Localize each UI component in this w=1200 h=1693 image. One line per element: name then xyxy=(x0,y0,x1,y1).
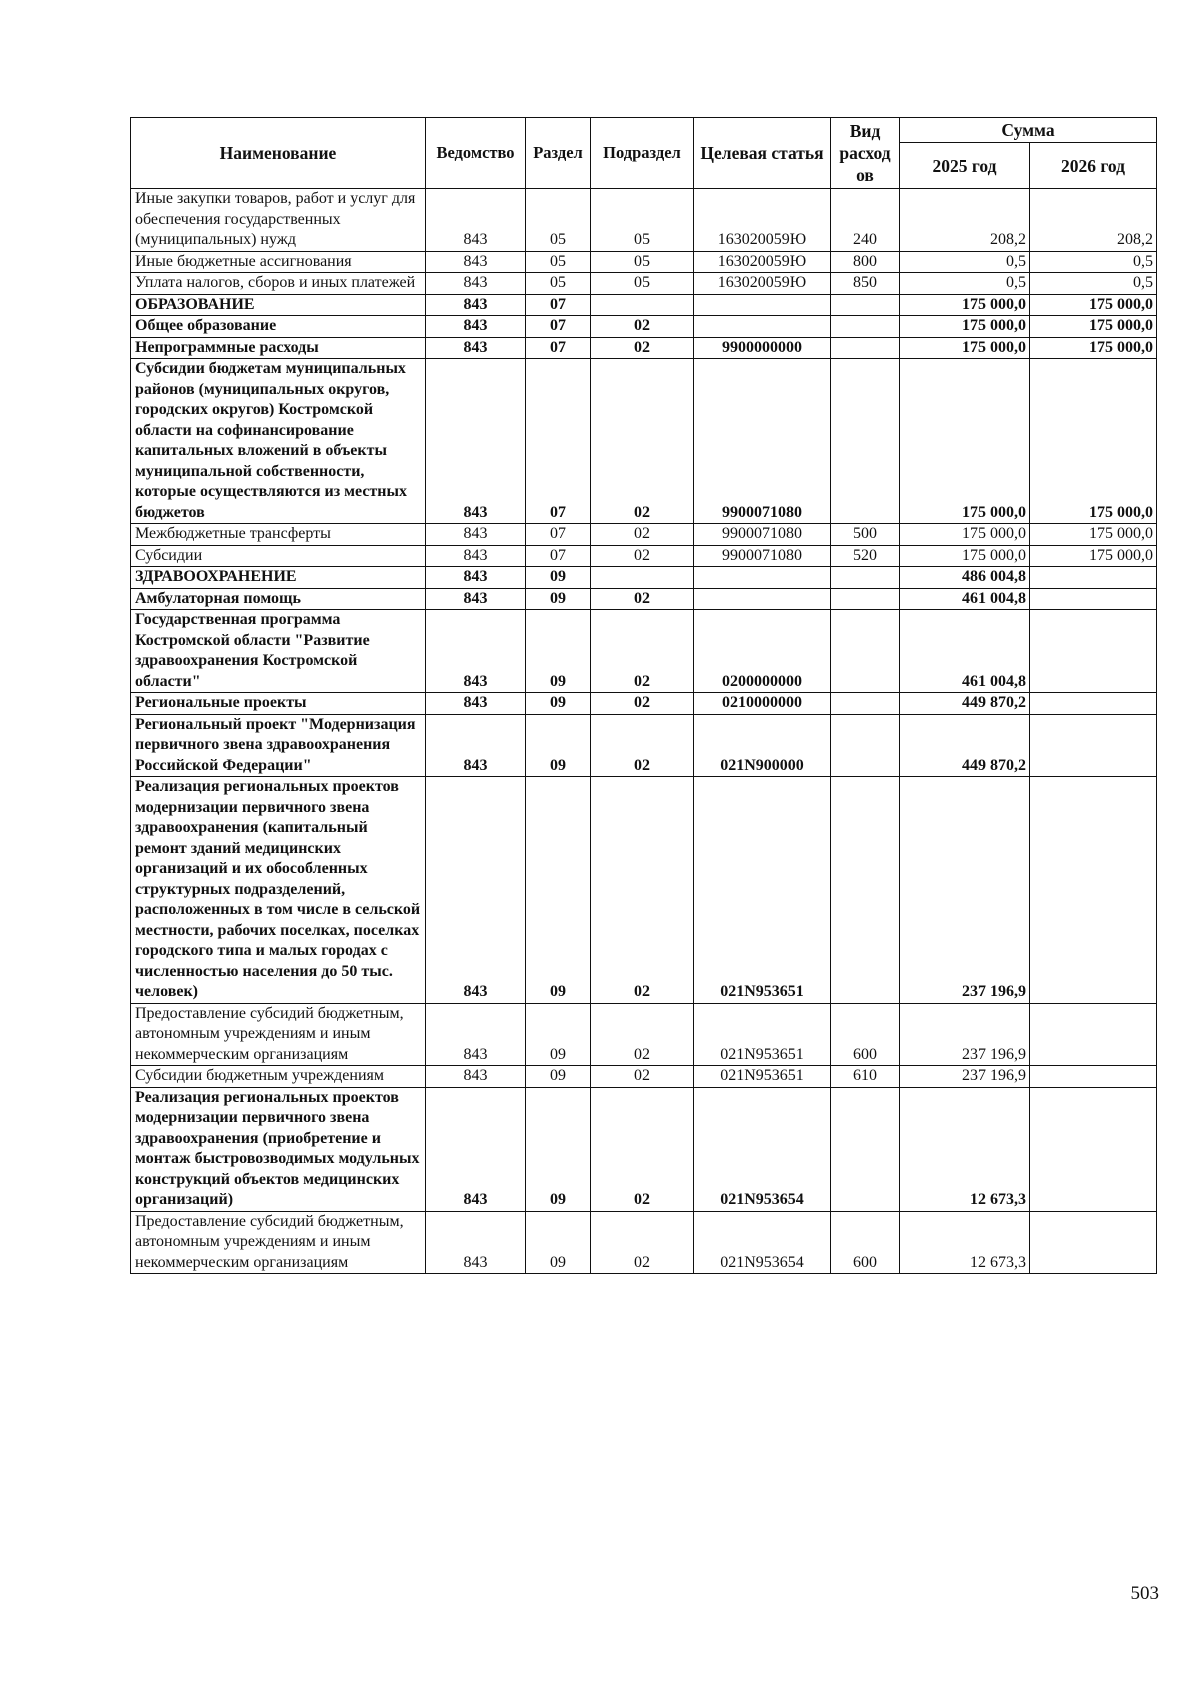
cell-department: 843 xyxy=(426,588,526,610)
cell-name: Межбюджетные трансферты xyxy=(131,524,426,546)
cell-sum-2025: 461 004,8 xyxy=(900,610,1030,693)
cell-department: 843 xyxy=(426,567,526,589)
cell-department: 843 xyxy=(426,294,526,316)
cell-sum-2026: 175 000,0 xyxy=(1030,294,1157,316)
table-row xyxy=(131,1211,1157,1274)
cell-sum-2026 xyxy=(1030,777,1157,1004)
cell-sum-2025: 175 000,0 xyxy=(900,294,1030,316)
cell-expense-type: 850 xyxy=(831,273,900,295)
cell-sum-2026: 175 000,0 xyxy=(1030,316,1157,338)
cell-section: 05 xyxy=(526,273,591,295)
table-row xyxy=(131,189,1157,252)
cell-target-article: 9900000000 xyxy=(694,337,831,359)
cell-expense-type xyxy=(831,337,900,359)
cell-expense-type xyxy=(831,693,900,715)
cell-subsection xyxy=(591,567,694,589)
cell-section: 07 xyxy=(526,337,591,359)
cell-name: Амбулаторная помощь xyxy=(131,588,426,610)
cell-section: 09 xyxy=(526,714,591,777)
table-body xyxy=(131,189,1157,1274)
cell-target-article: 163020059Ю xyxy=(694,273,831,295)
cell-sum-2026: 208,2 xyxy=(1030,189,1157,252)
header-expense-type: Вид расход ов xyxy=(831,118,900,189)
cell-target-article: 021N953651 xyxy=(694,1066,831,1088)
cell-expense-type: 610 xyxy=(831,1066,900,1088)
cell-name: Региональный проект "Модернизация первичного звена здравоохранения Российской Федерации" xyxy=(131,714,426,777)
cell-sum-2025: 237 196,9 xyxy=(900,777,1030,1004)
cell-subsection: 02 xyxy=(591,610,694,693)
cell-target-article xyxy=(694,567,831,589)
cell-name: Реализация региональных проектов модернизации первичного звена здравоохранения (приобретение и монтаж быстровозводимых модульных конструкций объектов медицинских организаций) xyxy=(131,1087,426,1211)
cell-target-article: 021N953654 xyxy=(694,1087,831,1211)
cell-department: 843 xyxy=(426,1003,526,1066)
cell-department: 843 xyxy=(426,1066,526,1088)
cell-expense-type xyxy=(831,1087,900,1211)
cell-target-article xyxy=(694,316,831,338)
cell-department: 843 xyxy=(426,359,526,524)
cell-department: 843 xyxy=(426,251,526,273)
cell-sum-2025: 486 004,8 xyxy=(900,567,1030,589)
cell-sum-2025: 0,5 xyxy=(900,273,1030,295)
cell-subsection: 02 xyxy=(591,693,694,715)
cell-sum-2025: 461 004,8 xyxy=(900,588,1030,610)
cell-subsection: 02 xyxy=(591,524,694,546)
cell-sum-2026: 175 000,0 xyxy=(1030,545,1157,567)
cell-department: 843 xyxy=(426,1087,526,1211)
cell-sum-2026 xyxy=(1030,1211,1157,1274)
cell-expense-type: 240 xyxy=(831,189,900,252)
cell-expense-type: 500 xyxy=(831,524,900,546)
cell-sum-2026 xyxy=(1030,610,1157,693)
cell-expense-type xyxy=(831,359,900,524)
cell-name: Реализация региональных проектов модернизации первичного звена здравоохранения (капитальный ремонт зданий медицинских организаций и их обособленных структурных подразделений, расположенных в том числе в сельской местности, рабочих поселках, поселках городского типа и малых городах с численностью населения до 50 тыс. человек) xyxy=(131,777,426,1004)
cell-sum-2025: 237 196,9 xyxy=(900,1003,1030,1066)
cell-subsection: 05 xyxy=(591,189,694,252)
cell-target-article: 0200000000 xyxy=(694,610,831,693)
cell-name: Субсидии бюджетам муниципальных районов (муниципальных округов, городских округов) Костромской области на софинансирование капитальных вложений в объекты муниципальной собственности, которые осуществляются из местных бюджетов xyxy=(131,359,426,524)
header-name: Наименование xyxy=(131,118,426,189)
cell-sum-2025: 449 870,2 xyxy=(900,714,1030,777)
cell-name: Предоставление субсидий бюджетным, автономным учреждениям и иным некоммерческим организациям xyxy=(131,1211,426,1274)
cell-name: Общее образование xyxy=(131,316,426,338)
cell-sum-2026 xyxy=(1030,714,1157,777)
table-row xyxy=(131,359,1157,524)
cell-sum-2026 xyxy=(1030,1003,1157,1066)
cell-subsection: 02 xyxy=(591,359,694,524)
table-row xyxy=(131,610,1157,693)
cell-sum-2025: 175 000,0 xyxy=(900,337,1030,359)
cell-name: Субсидии бюджетным учреждениям xyxy=(131,1066,426,1088)
cell-subsection: 02 xyxy=(591,714,694,777)
cell-sum-2026: 0,5 xyxy=(1030,251,1157,273)
cell-subsection: 02 xyxy=(591,316,694,338)
cell-sum-2025: 12 673,3 xyxy=(900,1087,1030,1211)
cell-target-article: 021N953651 xyxy=(694,1003,831,1066)
cell-sum-2025: 175 000,0 xyxy=(900,316,1030,338)
cell-section: 09 xyxy=(526,1211,591,1274)
cell-expense-type xyxy=(831,714,900,777)
cell-section: 09 xyxy=(526,1066,591,1088)
cell-section: 07 xyxy=(526,545,591,567)
table-row xyxy=(131,693,1157,715)
cell-name: Региональные проекты xyxy=(131,693,426,715)
cell-name: Предоставление субсидий бюджетным, автономным учреждениям и иным некоммерческим организациям xyxy=(131,1003,426,1066)
cell-expense-type: 520 xyxy=(831,545,900,567)
cell-department: 843 xyxy=(426,693,526,715)
cell-target-article: 021N900000 xyxy=(694,714,831,777)
cell-subsection: 02 xyxy=(591,588,694,610)
cell-target-article xyxy=(694,294,831,316)
cell-department: 843 xyxy=(426,714,526,777)
cell-subsection: 02 xyxy=(591,337,694,359)
cell-section: 09 xyxy=(526,1087,591,1211)
cell-subsection: 05 xyxy=(591,251,694,273)
table-row xyxy=(131,316,1157,338)
header-section: Раздел xyxy=(526,118,591,189)
cell-sum-2025: 12 673,3 xyxy=(900,1211,1030,1274)
cell-name: ЗДРАВООХРАНЕНИЕ xyxy=(131,567,426,589)
table-row xyxy=(131,1087,1157,1211)
cell-department: 843 xyxy=(426,189,526,252)
cell-sum-2026 xyxy=(1030,567,1157,589)
cell-department: 843 xyxy=(426,524,526,546)
cell-section: 09 xyxy=(526,610,591,693)
cell-section: 09 xyxy=(526,588,591,610)
header-subsection: Подраздел xyxy=(591,118,694,189)
cell-subsection xyxy=(591,294,694,316)
cell-section: 07 xyxy=(526,294,591,316)
cell-sum-2025: 0,5 xyxy=(900,251,1030,273)
table-row xyxy=(131,567,1157,589)
cell-name: Государственная программа Костромской области "Развитие здравоохранения Костромской области" xyxy=(131,610,426,693)
cell-name: Субсидии xyxy=(131,545,426,567)
cell-section: 07 xyxy=(526,359,591,524)
cell-target-article: 021N953651 xyxy=(694,777,831,1004)
cell-sum-2025: 449 870,2 xyxy=(900,693,1030,715)
cell-sum-2025: 208,2 xyxy=(900,189,1030,252)
table-row xyxy=(131,524,1157,546)
table-row xyxy=(131,1066,1157,1088)
cell-sum-2025: 175 000,0 xyxy=(900,545,1030,567)
cell-expense-type xyxy=(831,316,900,338)
cell-section: 09 xyxy=(526,693,591,715)
cell-department: 843 xyxy=(426,1211,526,1274)
header-department: Ведомство xyxy=(426,118,526,189)
cell-target-article: 163020059Ю xyxy=(694,251,831,273)
header-sum: Сумма xyxy=(900,118,1157,143)
cell-name: Иные закупки товаров, работ и услуг для обеспечения государственных (муниципальных) нужд xyxy=(131,189,426,252)
cell-target-article: 9900071080 xyxy=(694,524,831,546)
cell-sum-2025: 237 196,9 xyxy=(900,1066,1030,1088)
cell-subsection: 02 xyxy=(591,777,694,1004)
cell-subsection: 02 xyxy=(591,1211,694,1274)
cell-sum-2025: 175 000,0 xyxy=(900,524,1030,546)
cell-subsection: 02 xyxy=(591,1087,694,1211)
cell-name: Непрограммные расходы xyxy=(131,337,426,359)
cell-subsection: 02 xyxy=(591,545,694,567)
cell-expense-type: 600 xyxy=(831,1211,900,1274)
cell-sum-2026 xyxy=(1030,1066,1157,1088)
cell-target-article: 9900071080 xyxy=(694,359,831,524)
cell-section: 07 xyxy=(526,524,591,546)
header-target-article: Целевая статья xyxy=(694,118,831,189)
cell-target-article: 0210000000 xyxy=(694,693,831,715)
cell-sum-2026: 175 000,0 xyxy=(1030,524,1157,546)
cell-name: Иные бюджетные ассигнования xyxy=(131,251,426,273)
table-row xyxy=(131,545,1157,567)
table-row xyxy=(131,777,1157,1004)
cell-section: 05 xyxy=(526,251,591,273)
cell-name: Уплата налогов, сборов и иных платежей xyxy=(131,273,426,295)
cell-target-article xyxy=(694,588,831,610)
cell-section: 05 xyxy=(526,189,591,252)
cell-department: 843 xyxy=(426,610,526,693)
cell-sum-2026 xyxy=(1030,1087,1157,1211)
cell-subsection: 02 xyxy=(591,1066,694,1088)
cell-subsection: 05 xyxy=(591,273,694,295)
cell-expense-type xyxy=(831,294,900,316)
cell-sum-2025: 175 000,0 xyxy=(900,359,1030,524)
cell-target-article: 9900071080 xyxy=(694,545,831,567)
cell-sum-2026 xyxy=(1030,588,1157,610)
cell-section: 07 xyxy=(526,316,591,338)
cell-subsection: 02 xyxy=(591,1003,694,1066)
budget-table xyxy=(130,117,1157,1274)
cell-expense-type: 800 xyxy=(831,251,900,273)
cell-expense-type xyxy=(831,588,900,610)
table-row xyxy=(131,294,1157,316)
table-row xyxy=(131,588,1157,610)
cell-department: 843 xyxy=(426,777,526,1004)
header-year-2026: 2026 год xyxy=(1030,143,1157,189)
cell-section: 09 xyxy=(526,777,591,1004)
cell-sum-2026 xyxy=(1030,693,1157,715)
table-row xyxy=(131,337,1157,359)
table-row xyxy=(131,273,1157,295)
cell-department: 843 xyxy=(426,337,526,359)
cell-expense-type xyxy=(831,567,900,589)
page-number: 503 xyxy=(1130,1583,1159,1604)
cell-sum-2026: 0,5 xyxy=(1030,273,1157,295)
cell-department: 843 xyxy=(426,316,526,338)
table-row xyxy=(131,1003,1157,1066)
cell-target-article: 163020059Ю xyxy=(694,189,831,252)
cell-section: 09 xyxy=(526,1003,591,1066)
cell-expense-type xyxy=(831,610,900,693)
cell-department: 843 xyxy=(426,273,526,295)
table-row xyxy=(131,251,1157,273)
header-year-2025: 2025 год xyxy=(900,143,1030,189)
cell-target-article: 021N953654 xyxy=(694,1211,831,1274)
cell-sum-2026: 175 000,0 xyxy=(1030,337,1157,359)
cell-expense-type: 600 xyxy=(831,1003,900,1066)
cell-sum-2026: 175 000,0 xyxy=(1030,359,1157,524)
table-row xyxy=(131,714,1157,777)
cell-department: 843 xyxy=(426,545,526,567)
cell-expense-type xyxy=(831,777,900,1004)
cell-name: ОБРАЗОВАНИЕ xyxy=(131,294,426,316)
cell-section: 09 xyxy=(526,567,591,589)
